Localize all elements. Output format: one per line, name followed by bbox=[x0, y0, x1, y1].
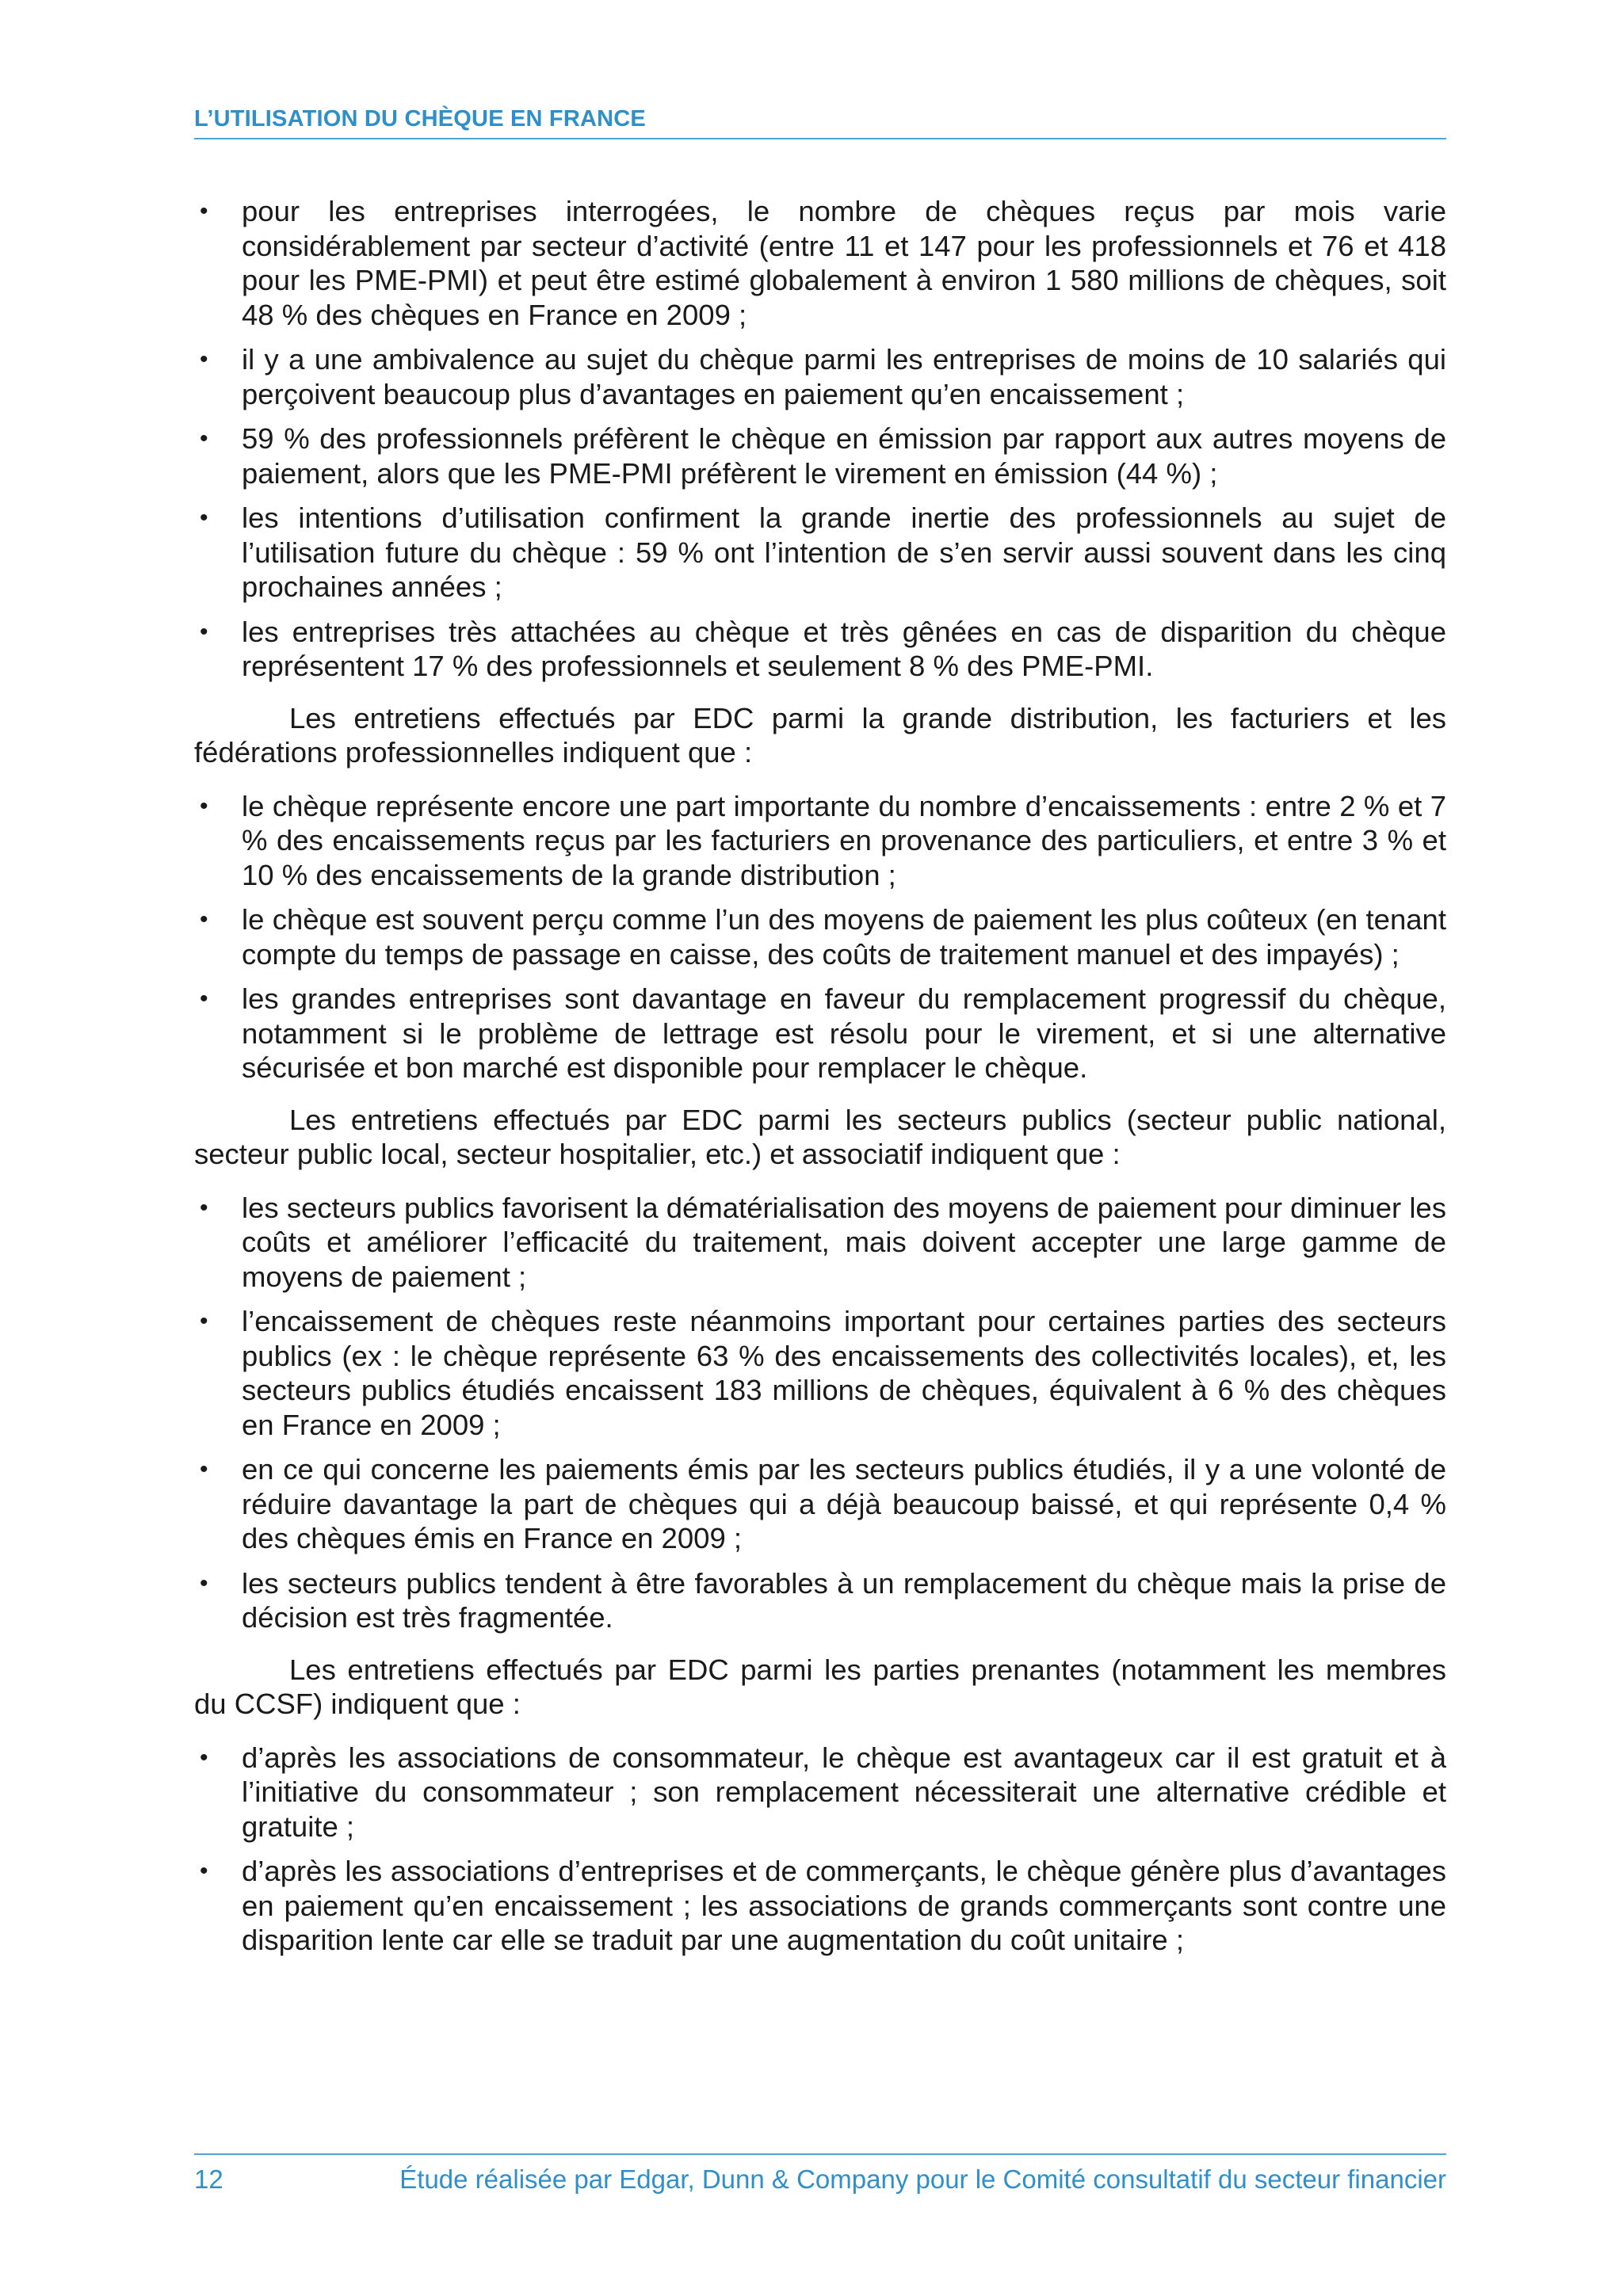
bullet-icon: • bbox=[200, 1194, 208, 1221]
list-item bbox=[194, 902, 1446, 971]
footer-credit: Étude réalisée par Edgar, Dunn & Company pour le Comité consultatif du secteur financier bbox=[399, 2164, 1446, 2194]
list-item-text: les grandes entreprises sont davantage en faveur du remplacement progressif du chèque, notamment si le problème de lettrage est résolu pour le virement, et si une alternative sécurisée et bon marché est disponible pour remplacer le chèque. bbox=[242, 982, 1446, 1084]
bullet-icon: • bbox=[200, 1569, 208, 1596]
list-item-text: le chèque est souvent perçu comme l’un des moyens de paiement les plus coûteux (en tenant compte du temps de passage en caisse, des coûts de traitement manuel et des impayés) ; bbox=[242, 903, 1446, 971]
bullet-icon: • bbox=[200, 505, 208, 531]
bullet-icon: • bbox=[200, 1858, 208, 1884]
list-item bbox=[194, 1191, 1446, 1295]
bullet-list-section3 bbox=[194, 1191, 1446, 1635]
list-item bbox=[194, 1304, 1446, 1442]
list-item bbox=[194, 1452, 1446, 1556]
list-item bbox=[194, 421, 1446, 490]
list-item bbox=[194, 1566, 1446, 1635]
list-item bbox=[194, 1854, 1446, 1958]
list-item bbox=[194, 501, 1446, 605]
bullet-icon: • bbox=[200, 1456, 208, 1482]
bullet-list-section1 bbox=[194, 194, 1446, 684]
header-rule bbox=[194, 138, 1446, 139]
list-item-text: d’après les associations d’entreprises et de commerçants, le chèque génère plus d’avantages en paiement qu’en encaissement ; les associations de grands commerçants sont contre une disparition lente car elle se traduit par une augmentation du coût unitaire ; bbox=[242, 1855, 1446, 1956]
list-item-text: en ce qui concerne les paiements émis par les secteurs publics étudiés, il y a une volonté de réduire davantage la part de chèques qui a déjà beaucoup baissé, et qui représente 0,4 % des chèques émis en France en 2009 ; bbox=[242, 1453, 1446, 1554]
bullet-icon: • bbox=[200, 198, 208, 224]
list-item-text: 59 % des professionnels préfèrent le chèque en émission par rapport aux autres moyens de paiement, alors que les PME-PMI préfèrent le virement en émission (44 %) ; bbox=[242, 422, 1446, 490]
list-item-text: l’encaissement de chèques reste néanmoins important pour certaines parties des secteurs publics (ex : le chèque représente 63 % des encaissements des collectivités locales), et, les secteurs publics étudiés encaissent 183 millions de chèques, équivalent à 6 % des chèques en France en 2009 ; bbox=[242, 1305, 1446, 1441]
bullet-icon: • bbox=[200, 792, 208, 819]
list-item-text: les intentions d’utilisation confirment la grande inertie des professionnels au sujet de l’utilisation future du chèque : 59 % ont l’intention de s’en servir aussi souvent dans les cinq prochaines années ; bbox=[242, 502, 1446, 603]
bullet-list-section2 bbox=[194, 789, 1446, 1085]
list-item bbox=[194, 982, 1446, 1085]
bullet-icon: • bbox=[200, 1744, 208, 1771]
list-item-text: les entreprises très attachées au chèque et très gênées en cas de disparition du chèque représentent 17 % des professionnels et seulement 8 % des PME-PMI. bbox=[242, 615, 1446, 682]
page-number: 12 bbox=[194, 2164, 223, 2194]
footer-rule bbox=[194, 2153, 1446, 2155]
bullet-icon: • bbox=[200, 1308, 208, 1334]
bullet-icon: • bbox=[200, 618, 208, 645]
bullet-icon: • bbox=[200, 986, 208, 1012]
list-item-text: il y a une ambivalence au sujet du chèque parmi les entreprises de moins de 10 salariés qui perçoivent beaucoup plus d’avantages en paiement qu’en encaissement ; bbox=[242, 343, 1446, 410]
paragraph-intro-public: Les entretiens effectués par EDC parmi les secteurs publics (secteur public national, secteur public local, secteur hospitalier, etc.) et associatif indiquent que : bbox=[194, 1103, 1446, 1170]
paragraph-intro-distribution: Les entretiens effectués par EDC parmi la grande distribution, les facturiers et les fédérations professionnelles indiquent que : bbox=[194, 701, 1446, 769]
list-item bbox=[194, 194, 1446, 332]
list-item-text: le chèque représente encore une part importante du nombre d’encaissements : entre 2 % et 7 % des encaissements reçus par les facturiers en provenance des particuliers, et entre 3 % et 10 % des encaissements de la grande distribution ; bbox=[242, 789, 1446, 891]
bullet-icon: • bbox=[200, 906, 208, 933]
body-content bbox=[194, 194, 1446, 1968]
list-item bbox=[194, 615, 1446, 684]
running-header: L’UTILISATION DU CHÈQUE EN FRANCE bbox=[194, 106, 646, 132]
list-item-text: les secteurs publics tendent à être favorables à un remplacement du chèque mais la prise de décision est très fragmentée. bbox=[242, 1566, 1446, 1634]
bullet-icon: • bbox=[200, 346, 208, 372]
list-item bbox=[194, 342, 1446, 411]
list-item bbox=[194, 789, 1446, 893]
bullet-icon: • bbox=[200, 425, 208, 452]
list-item-text: pour les entreprises interrogées, le nombre de chèques reçus par mois varie considérablement par secteur d’activité (entre 11 et 147 pour les professionnels et 76 et 418 pour les PME-PMI) et peut être estimé globalement à environ 1 580 millions de chèques, soit 48 % des chèques en France en 2009 ; bbox=[242, 195, 1446, 331]
list-item bbox=[194, 1741, 1446, 1844]
list-item-text: les secteurs publics favorisent la dématérialisation des moyens de paiement pour diminuer les coûts et améliorer l’efficacité du traitement, mais doivent accepter une large gamme de moyens de paiement ; bbox=[242, 1191, 1446, 1293]
paragraph-intro-stakeholders: Les entretiens effectués par EDC parmi les parties prenantes (notamment les membres du CCSF) indiquent que : bbox=[194, 1653, 1446, 1720]
bullet-list-section4 bbox=[194, 1741, 1446, 1958]
list-item-text: d’après les associations de consommateur, le chèque est avantageux car il est gratuit et à l’initiative du consommateur ; son remplacement nécessiterait une alternative crédible et gratuite ; bbox=[242, 1741, 1446, 1843]
